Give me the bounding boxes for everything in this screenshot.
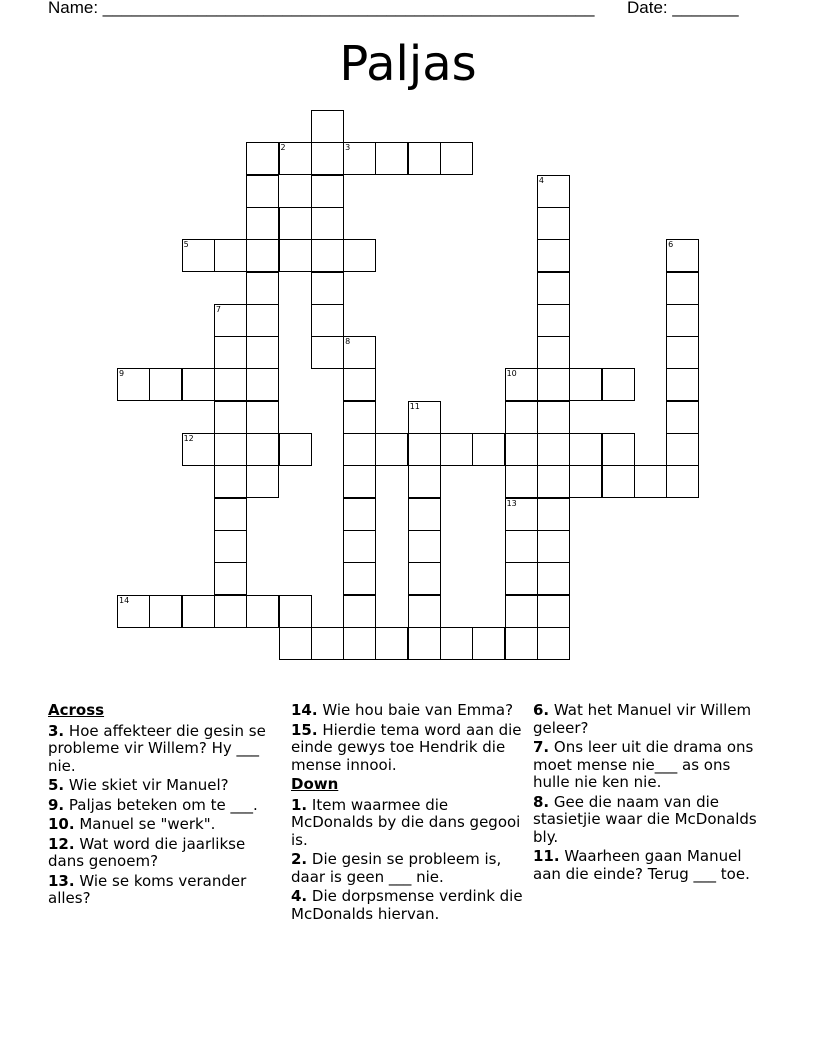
grid-cell[interactable] [343,627,376,660]
grid-cell[interactable] [311,239,344,272]
grid-cell[interactable] [311,175,344,208]
grid-cell[interactable] [537,562,570,595]
grid-cell[interactable] [666,401,699,434]
grid-cell[interactable] [214,368,247,401]
grid-cell[interactable] [666,465,699,498]
grid-cell[interactable] [246,304,279,337]
grid-cell[interactable] [408,627,441,660]
clue-column-1 [48,702,273,910]
grid-cell[interactable] [246,336,279,369]
grid-cell[interactable] [182,595,215,628]
clue-column-3 [533,702,765,885]
grid-cell[interactable] [311,110,344,143]
grid-cell[interactable] [537,627,570,660]
grid-cell[interactable] [666,336,699,369]
down-clue: 4. Die dorpsmense verdink die McDonalds hiervan. [291,887,523,923]
grid-cell[interactable] [634,465,667,498]
grid-cell[interactable] [343,498,376,531]
grid-cell[interactable] [182,239,215,272]
grid-cell[interactable] [505,595,538,628]
grid-cell[interactable] [408,530,441,563]
grid-cell[interactable] [537,272,570,305]
clue-number: 5 [183,240,189,250]
clue-number: 9 [119,369,125,379]
grid-cell[interactable] [537,336,570,369]
grid-cell[interactable] [279,142,312,175]
grid-cell[interactable] [214,401,247,434]
grid-cell[interactable] [537,304,570,337]
grid-cell[interactable] [246,142,279,175]
grid-cell[interactable] [214,498,247,531]
grid-cell[interactable] [569,465,602,498]
across-clue: 9. Paljas beteken om te ___. [48,795,258,814]
down-clue: 6. Wat het Manuel vir Willem geleer? [533,701,752,737]
across-clue: 3. Hoe affekteer die gesin se probleme vir Willem? Hy ___ nie. [48,721,266,775]
grid-cell[interactable] [214,530,247,563]
grid-cell[interactable] [537,595,570,628]
grid-cell[interactable] [343,336,376,369]
grid-cell[interactable] [505,368,538,401]
grid-cell[interactable] [505,433,538,466]
grid-cell[interactable] [117,368,150,401]
across-clue: 5. Wie skiet vir Manuel? [48,776,229,794]
grid-cell[interactable] [246,368,279,401]
grid-cell[interactable] [246,595,279,628]
grid-cell[interactable] [343,239,376,272]
grid-cell[interactable] [569,433,602,466]
grid-cell[interactable] [343,595,376,628]
grid-cell[interactable] [440,433,473,466]
grid-cell[interactable] [182,368,215,401]
grid-cell[interactable] [246,433,279,466]
grid-cell[interactable] [279,627,312,660]
clue-column-2 [291,702,523,925]
across-clue: 10. Manuel se "werk". [48,815,216,833]
grid-cell[interactable] [602,465,635,498]
clue-number: 10 [506,369,517,379]
grid-cell[interactable] [537,498,570,531]
grid-cell[interactable] [537,530,570,563]
clue-number: 13 [506,498,517,508]
name-field-label: Name: ____________________________________________________ [48,0,595,17]
grid-cell[interactable] [408,465,441,498]
grid-cell[interactable] [375,433,408,466]
clue-number: 4 [538,175,544,185]
across-clue: 13. Wie se koms verander alles? [48,871,247,907]
grid-cell[interactable] [408,562,441,595]
grid-cell[interactable] [311,627,344,660]
clue-number: 14 [119,595,130,605]
grid-cell[interactable] [440,142,473,175]
grid-cell[interactable] [440,627,473,660]
grid-cell[interactable] [246,272,279,305]
grid-cell[interactable] [408,401,441,434]
grid-cell[interactable] [311,207,344,240]
grid-cell[interactable] [472,627,505,660]
across-clue: 15. Hierdie tema word aan die einde gewys toe Hendrik die mense innooi. [291,720,522,774]
grid-cell[interactable] [214,336,247,369]
grid-cell[interactable] [408,433,441,466]
across-clue: 12. Wat word die jaarlikse dans genoem? [48,834,246,870]
grid-cell[interactable] [246,465,279,498]
grid-cell[interactable] [408,498,441,531]
grid-cell[interactable] [149,368,182,401]
grid-cell[interactable] [343,142,376,175]
grid-cell[interactable] [311,272,344,305]
grid-cell[interactable] [375,627,408,660]
down-clue: 1. Item waarmee die McDonalds by die dans gegooi is. [291,795,521,849]
date-field-label: Date: _______ [627,0,739,17]
grid-cell[interactable] [182,433,215,466]
clue-number: 2 [280,143,286,153]
grid-cell[interactable] [343,368,376,401]
grid-cell[interactable] [505,627,538,660]
grid-cell[interactable] [408,142,441,175]
grid-cell[interactable] [149,595,182,628]
grid-cell[interactable] [505,498,538,531]
grid-cell[interactable] [343,530,376,563]
clue-number: 6 [668,240,674,250]
grid-cell[interactable] [666,272,699,305]
down-clue: 2. Die gesin se probleem is, daar is geen ___ nie. [291,850,502,886]
grid-cell[interactable] [279,207,312,240]
page-title: Paljas [339,36,477,92]
grid-cell[interactable] [537,368,570,401]
grid-cell[interactable] [246,401,279,434]
grid-cell[interactable] [214,562,247,595]
grid-cell[interactable] [279,239,312,272]
grid-cell[interactable] [214,433,247,466]
grid-cell[interactable] [246,239,279,272]
down-heading: Down [291,775,339,793]
grid-cell[interactable] [666,368,699,401]
grid-cell[interactable] [214,304,247,337]
grid-cell[interactable] [505,401,538,434]
grid-cell[interactable] [246,207,279,240]
grid-cell[interactable] [311,142,344,175]
grid-cell[interactable] [311,304,344,337]
grid-cell[interactable] [279,433,312,466]
grid-cell[interactable] [246,175,279,208]
grid-cell[interactable] [505,465,538,498]
clue-number: 8 [345,337,351,347]
down-clue: 7. Ons leer uit die drama ons moet mense nie___ as ons hulle nie ken nie. [533,738,754,791]
grid-cell[interactable] [408,595,441,628]
clue-number: 11 [409,401,420,411]
grid-cell[interactable] [343,433,376,466]
clue-number: 3 [345,143,351,153]
across-heading: Across [48,701,105,719]
grid-cell[interactable] [472,433,505,466]
grid-cell[interactable] [666,239,699,272]
grid-cell[interactable] [569,368,602,401]
grid-cell[interactable] [602,433,635,466]
grid-cell[interactable] [666,433,699,466]
grid-cell[interactable] [505,562,538,595]
across-clue: 14. Wie hou baie van Emma? [291,701,514,719]
grid-cell[interactable] [343,401,376,434]
clue-number: 7 [215,304,221,314]
grid-cell[interactable] [537,239,570,272]
grid-cell[interactable] [505,530,538,563]
grid-cell[interactable] [537,175,570,208]
grid-cell[interactable] [375,142,408,175]
grid-cell[interactable] [602,368,635,401]
grid-cell[interactable] [537,433,570,466]
grid-cell[interactable] [537,207,570,240]
grid-cell[interactable] [666,304,699,337]
grid-cell[interactable] [311,336,344,369]
grid-cell[interactable] [343,465,376,498]
grid-cell[interactable] [343,562,376,595]
grid-cell[interactable] [214,239,247,272]
grid-cell[interactable] [214,465,247,498]
grid-cell[interactable] [214,595,247,628]
down-clue: 8. Gee die naam van die stasietjie waar die McDonalds bly. [533,792,757,846]
grid-cell[interactable] [117,595,150,628]
grid-cell[interactable] [537,465,570,498]
down-clue: 11. Waarheen gaan Manuel aan die einde? Terug ___ toe. [533,847,750,883]
grid-cell[interactable] [537,401,570,434]
clue-number: 12 [183,434,194,443]
grid-cell[interactable] [279,595,312,628]
